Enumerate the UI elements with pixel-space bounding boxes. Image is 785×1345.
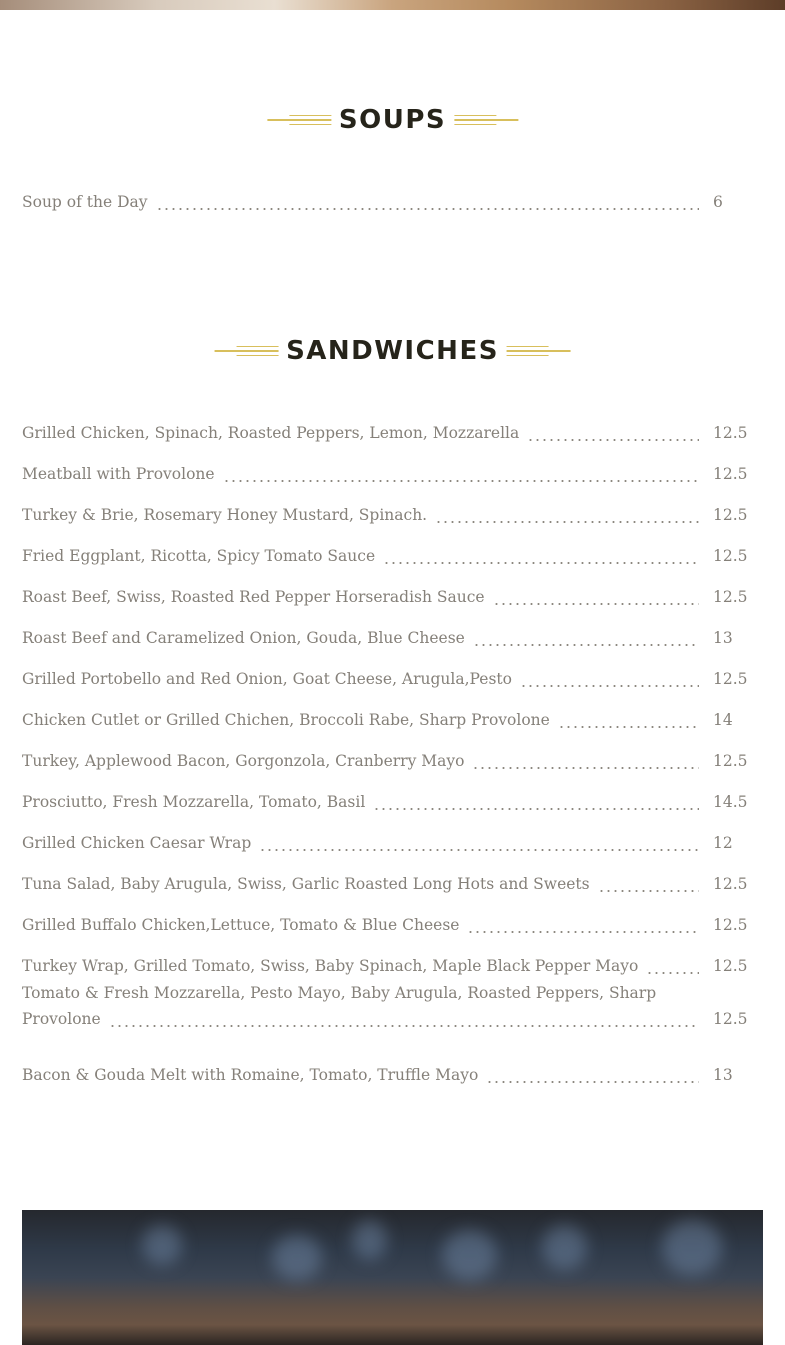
menu-item: [22, 979, 763, 1047]
menu-item: [22, 651, 763, 692]
menu-item-name: Bacon & Gouda Melt with Romaine, Tomato, Truffle Mayo: [22, 1066, 479, 1084]
leader-dots: [493, 584, 699, 610]
menu-item: [22, 174, 763, 215]
menu-item: [22, 897, 763, 938]
menu-item: [22, 774, 763, 815]
sandwiches-heading: [0, 331, 785, 371]
menu-item-name: Soup of the Day: [22, 193, 148, 211]
menu-item-price: 12.5: [713, 916, 748, 934]
menu-item-price: 12.5: [713, 875, 748, 893]
menu-item-name: Grilled Chicken, Spinach, Roasted Peppers, Lemon, Mozzarella: [22, 424, 520, 442]
leader-dots: [486, 1062, 699, 1088]
leader-dots: [435, 502, 699, 528]
menu-item: [22, 815, 763, 856]
menu-item-name: Turkey Wrap, Grilled Tomato, Swiss, Baby Spinach, Maple Black Pepper Mayo: [22, 957, 639, 975]
leader-dots: [259, 830, 699, 856]
leader-dots: [598, 871, 699, 897]
menu-item: [22, 692, 763, 733]
menu-item-name: Turkey & Brie, Rosemary Honey Mustard, Spinach.: [22, 506, 428, 524]
menu-item-name: Turkey, Applewood Bacon, Gorgonzola, Cranberry Mayo: [22, 752, 465, 770]
menu-item-name: Chicken Cutlet or Grilled Chichen, Broccoli Rabe, Sharp Provolone: [22, 711, 550, 729]
sandwiches-title: SANDWICHES: [286, 336, 499, 366]
menu-item-price: 12.5: [713, 670, 748, 688]
leader-dots: [473, 625, 699, 651]
menu-item-name: Grilled Portobello and Red Onion, Goat Cheese, Arugula,Pesto: [22, 670, 512, 688]
menu-item-price: 12.5: [713, 547, 748, 565]
heading-ornament-right: [454, 114, 518, 126]
menu-item-price: 12.5: [713, 752, 748, 770]
menu-item: [22, 733, 763, 774]
menu-item-name: Prosciutto, Fresh Mozzarella, Tomato, Basil: [22, 793, 366, 811]
menu-item-name-line1: Tomato & Fresh Mozzarella, Pesto Mayo, Baby Arugula, Roasted Peppers, Sharp: [22, 984, 657, 1002]
leader-dots: [558, 707, 699, 733]
menu-item: [22, 1047, 763, 1088]
menu-item: [22, 528, 763, 569]
leader-dots: [373, 789, 699, 815]
leader-dots: [472, 748, 699, 774]
menu-item-name: Meatball with Provolone: [22, 465, 215, 483]
menu-item-name: Grilled Buffalo Chicken,Lettuce, Tomato & Blue Cheese: [22, 916, 460, 934]
menu-item: [22, 610, 763, 651]
soups-list: [22, 174, 763, 215]
leader-dots: [383, 543, 699, 569]
leader-dots: [646, 953, 699, 979]
leader-dots: [520, 666, 699, 692]
menu-item-price: 13: [713, 629, 733, 647]
soups-heading: [0, 100, 785, 140]
menu-item: [22, 405, 763, 446]
menu-item-price: 12.5: [713, 1010, 748, 1028]
menu-item-name: Tuna Salad, Baby Arugula, Swiss, Garlic Roasted Long Hots and Sweets: [22, 875, 590, 893]
sandwiches-list: [22, 405, 763, 1088]
menu-item-price: 12.5: [713, 424, 748, 442]
menu-item-price: 12: [713, 834, 733, 852]
heading-ornament-left: [267, 114, 331, 126]
leader-dots: [109, 1006, 699, 1032]
header-photo-strip: [0, 0, 785, 10]
menu-item-name-line2: Provolone: [22, 1010, 101, 1028]
menu-item-price: 12.5: [713, 506, 748, 524]
menu-item-name: Roast Beef and Caramelized Onion, Gouda, Blue Cheese: [22, 629, 465, 647]
heading-ornament-right: [507, 345, 571, 357]
soups-title: SOUPS: [338, 105, 447, 135]
footer-photo: [22, 1210, 763, 1345]
menu-item: [22, 487, 763, 528]
menu-item: [22, 569, 763, 610]
menu-item-name: Roast Beef, Swiss, Roasted Red Pepper Horseradish Sauce: [22, 588, 485, 606]
leader-dots: [467, 912, 699, 938]
menu-item: [22, 446, 763, 487]
menu-item-price: 13: [713, 1066, 733, 1084]
menu-item-price: 12.5: [713, 957, 748, 975]
menu-item: [22, 938, 763, 979]
menu-item-name: Fried Eggplant, Ricotta, Spicy Tomato Sauce: [22, 547, 376, 565]
leader-dots: [527, 420, 699, 446]
menu-item-price: 14.5: [713, 793, 748, 811]
menu-item-name: Grilled Chicken Caesar Wrap: [22, 834, 252, 852]
leader-dots: [223, 461, 699, 487]
menu-item-price: 14: [713, 711, 733, 729]
menu-item-price: 6: [713, 193, 723, 211]
menu-item-price: 12.5: [713, 588, 748, 606]
menu-item-price: 12.5: [713, 465, 748, 483]
heading-ornament-left: [214, 345, 278, 357]
menu-item: [22, 856, 763, 897]
leader-dots: [156, 189, 699, 215]
